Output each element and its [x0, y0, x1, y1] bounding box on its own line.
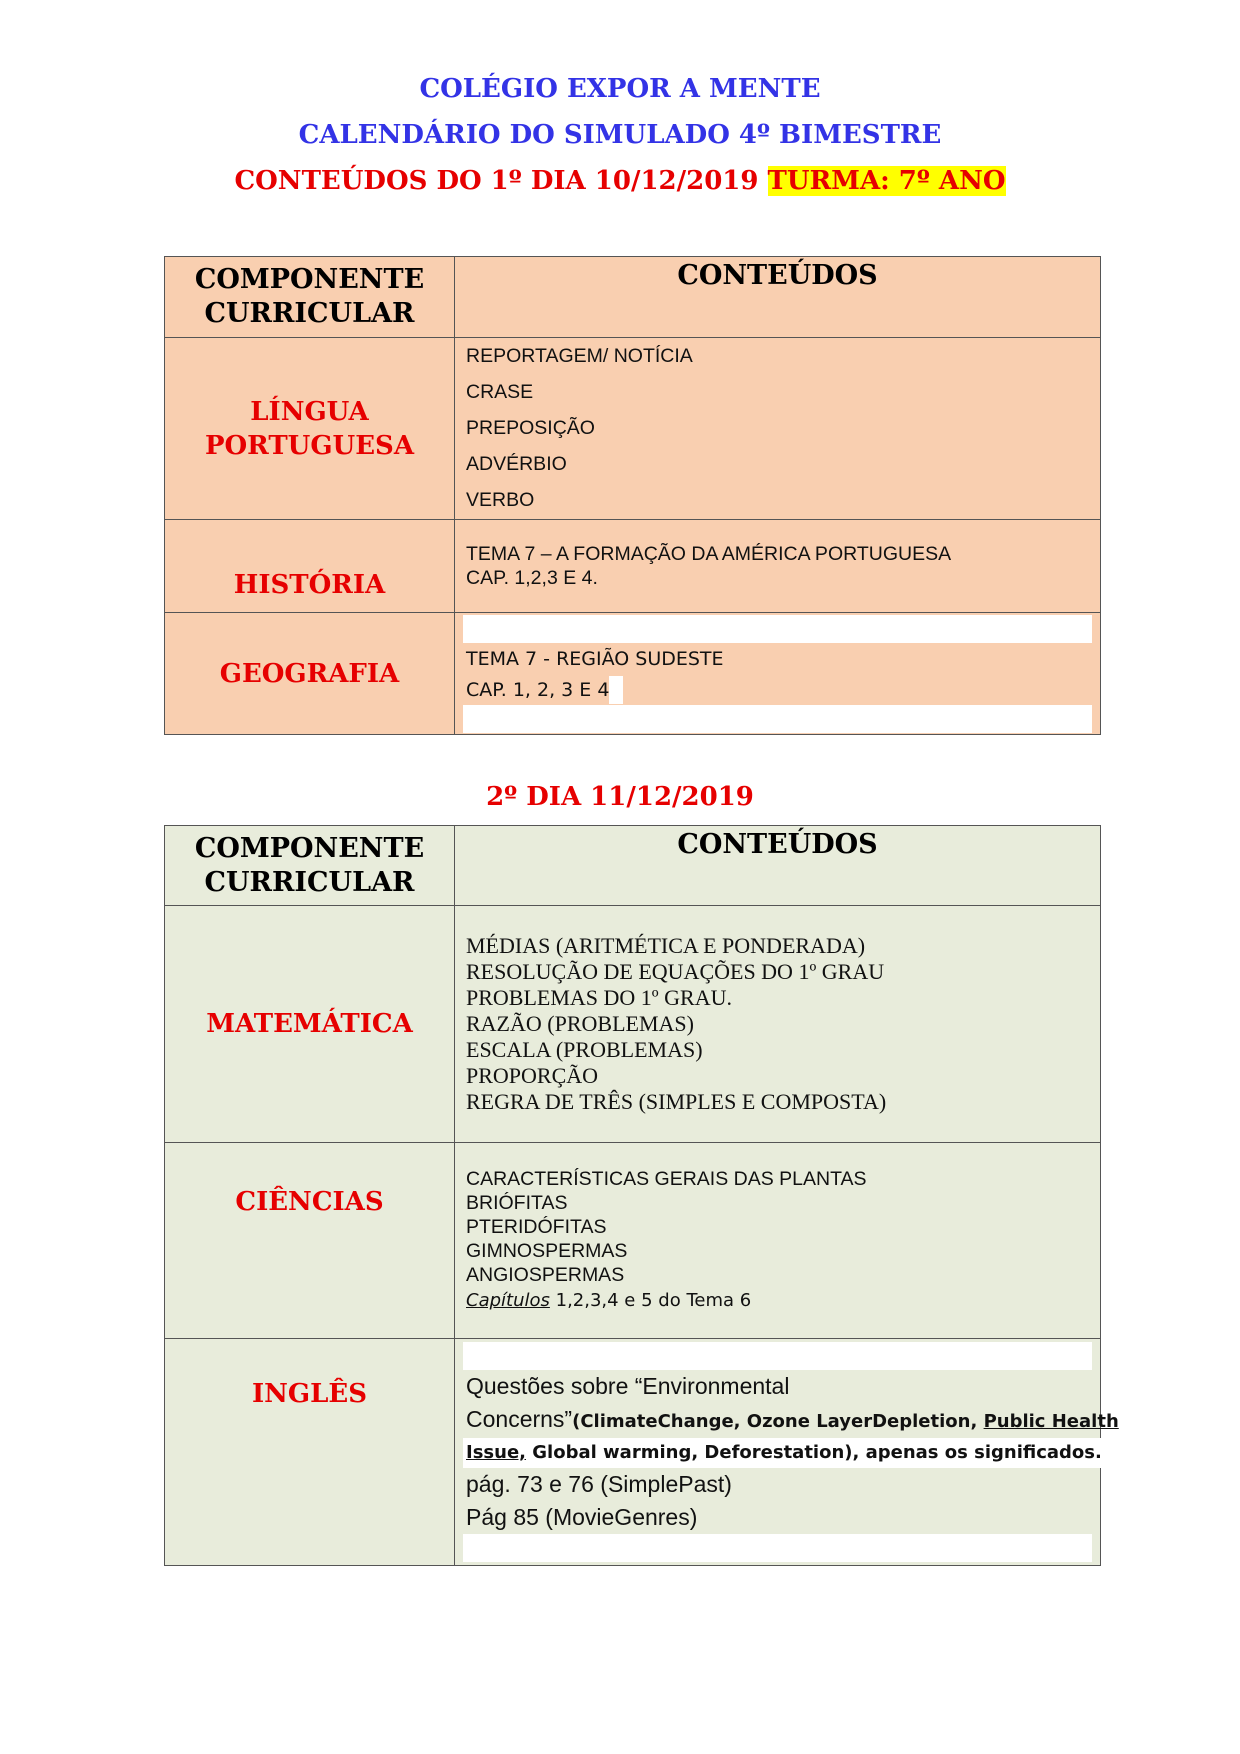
list-item: PROPORÇÃO — [466, 1063, 599, 1088]
white-mark — [609, 676, 623, 704]
list-item: GIMNOSPERMAS — [466, 1239, 628, 1262]
content-matematica — [455, 906, 1101, 1143]
table-row — [165, 338, 1101, 520]
content-historia — [455, 520, 1101, 613]
content-ciencias — [455, 1143, 1101, 1339]
list-item: pág. 73 e 76 (SimplePast) — [466, 1471, 732, 1497]
table-row — [165, 613, 1101, 735]
day2-heading: 2º DIA 11/12/2019 — [486, 782, 754, 812]
list-item: PREPOSIÇÃO — [466, 417, 595, 439]
list-item: MÉDIAS (ARITMÉTICA E PONDERADA) — [466, 933, 866, 958]
list-item: TEMA 7 - REGIÃO SUDESTE — [466, 647, 724, 670]
list-item: VERBO — [466, 489, 535, 511]
subject-ingles: INGLÊS — [165, 1339, 455, 1566]
header-conteudos: CONTEÚDOS — [455, 257, 1101, 338]
table-row — [165, 1339, 1101, 1566]
white-strip — [463, 705, 1092, 733]
list-item: PTERIDÓFITAS — [466, 1215, 607, 1238]
table-row — [165, 906, 1101, 1143]
table-header-row — [165, 826, 1101, 906]
list-item: ESCALA (PROBLEMAS) — [466, 1037, 703, 1062]
table-row — [165, 520, 1101, 613]
day2-table — [164, 825, 1119, 1566]
subject-geografia: GEOGRAFIA — [165, 613, 455, 735]
school-name: COLÉGIO EXPOR A MENTE — [419, 74, 821, 104]
list-item: RAZÃO (PROBLEMAS) — [466, 1011, 694, 1036]
list-item: Pág 85 (MovieGenres) — [466, 1504, 698, 1530]
content-ingles — [455, 1339, 1119, 1566]
day1-table — [164, 256, 1101, 735]
subject-line: LÍNGUA — [250, 396, 369, 427]
list-item: CAP. 1,2,3 E 4. — [466, 567, 598, 589]
list-item — [463, 675, 1100, 705]
subject-historia: HISTÓRIA — [165, 520, 455, 613]
turma-label: TURMA: 7º ANO — [767, 166, 1006, 196]
list-item: Questões sobre “Environmental — [466, 1373, 790, 1399]
list-item: CRASE — [466, 381, 534, 403]
chapters-rest: 1,2,3,4 e 5 do Tema 6 — [549, 1289, 752, 1311]
list-item: PROBLEMAS DO 1º GRAU. — [466, 985, 732, 1010]
table-row — [165, 1143, 1101, 1339]
header-componente-l1: COMPONENTE — [194, 832, 425, 864]
white-strip — [463, 1534, 1092, 1562]
subject-ciencias: CIÊNCIAS — [165, 1143, 455, 1339]
list-item: TEMA 7 – A FORMAÇÃO DA AMÉRICA PORTUGUESA — [466, 543, 952, 565]
list-item: RESOLUÇÃO DE EQUAÇÕES DO 1º GRAU — [466, 959, 885, 984]
q2-bold: (ClimateChange, Ozone LayerDepletion, — [572, 1411, 984, 1432]
list-item: BRIÓFITAS — [466, 1191, 568, 1214]
calendar-title: CALENDÁRIO DO SIMULADO 4º BIMESTRE — [298, 120, 942, 150]
q2-underlined: Public Health — [983, 1411, 1119, 1432]
content-lingua-portuguesa — [455, 338, 1101, 520]
table-header-row — [165, 257, 1101, 338]
q3-bold: Global warming, Deforestation), apenas os significados. — [526, 1442, 1102, 1463]
header-componente-l2: CURRICULAR — [204, 298, 415, 329]
list-item: REPORTAGEM/ NOTÍCIA — [466, 345, 693, 367]
subject-matematica: MATEMÁTICA — [165, 906, 455, 1143]
white-strip — [463, 615, 1092, 643]
list-item: REGRA DE TRÊS (SIMPLES E COMPOSTA) — [466, 1089, 887, 1114]
header-conteudos: CONTEÚDOS — [455, 826, 1101, 906]
list-item-text: CAP. 1, 2, 3 E 4 — [466, 678, 610, 701]
list-item — [466, 1287, 1100, 1315]
header-componente — [165, 257, 455, 338]
chapters-word: Capítulos — [466, 1289, 550, 1311]
list-item — [463, 1403, 1119, 1438]
subject-line: PORTUGUESA — [204, 430, 414, 461]
list-item: CARACTERÍSTICAS GERAIS DAS PLANTAS — [466, 1167, 867, 1190]
list-item: ANGIOSPERMAS — [466, 1263, 625, 1286]
subject-lingua-portuguesa — [165, 338, 455, 520]
list-item: ADVÉRBIO — [466, 453, 567, 475]
q3-underlined: Issue, — [466, 1442, 526, 1463]
list-item — [463, 1438, 1102, 1468]
day1-heading — [0, 164, 1240, 198]
header-componente-l2: CURRICULAR — [204, 866, 415, 898]
header-componente-l1: COMPONENTE — [194, 264, 425, 295]
content-geografia — [455, 613, 1101, 735]
q2-text: Concerns” — [466, 1406, 573, 1432]
header-componente — [165, 826, 455, 906]
day1-date-label: CONTEÚDOS DO 1º DIA 10/12/2019 — [234, 166, 759, 196]
white-strip — [463, 1342, 1092, 1370]
